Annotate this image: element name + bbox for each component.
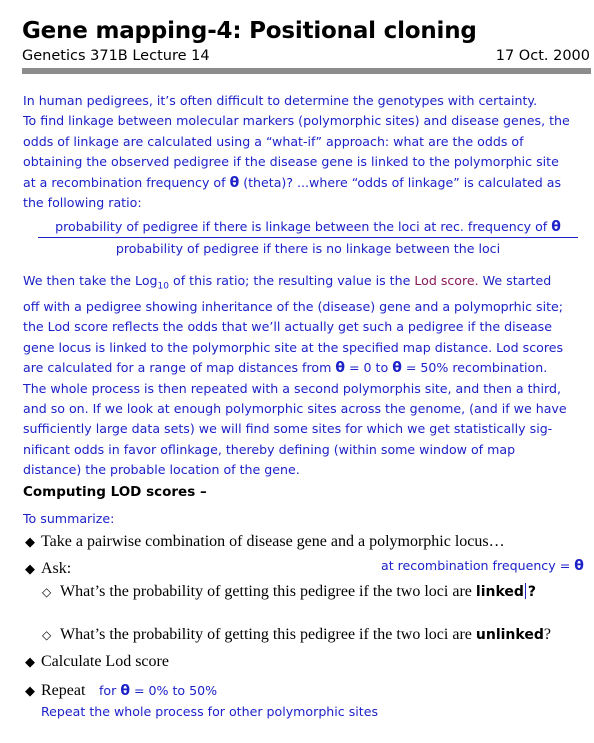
theta-range-note: for θ = 0% to 50% (99, 683, 218, 699)
lod-paragraph (23, 271, 568, 481)
odds-ratio-fraction (38, 219, 578, 256)
bullet-item: ◆ Calculate Lod score (25, 653, 169, 670)
theta-symbol: θ (335, 360, 345, 377)
course-label: Genetics 371B Lecture 14 (22, 48, 210, 64)
theta-symbol: θ (392, 360, 402, 377)
lod-score-term: Lod score. (414, 273, 479, 288)
theta-symbol: θ (120, 683, 130, 699)
section-heading: Computing LOD scores – (23, 484, 207, 500)
log-base-subscript: 10 (157, 281, 169, 292)
lod-line-3: the Lod score reflects the odds that we’ll actually get such a pedigree if the disease (23, 319, 552, 335)
intro-line-3: odds of linkage are calculated using a “what-if” approach: what are the odds of (23, 133, 524, 149)
theta-symbol: θ (574, 558, 584, 574)
intro-line-2: To find linkage between molecular markers (polymorphic sites) and disease genes, the (23, 113, 570, 129)
theta-symbol: θ (229, 174, 240, 191)
recombination-note: at recombination frequency = θ (381, 558, 584, 574)
open-diamond-bullet-icon: ◇ (42, 585, 52, 599)
summarize-note: To summarize: (23, 511, 115, 526)
diamond-bullet-icon: ◆ (25, 654, 35, 669)
open-diamond-bullet-icon: ◇ (42, 628, 52, 642)
lod-line-10: distance) the probable location of the gene. (23, 462, 300, 478)
title-rule (22, 68, 591, 74)
intro-line-5: at a recombination frequency of θ (theta)? ...where “odds of linkage” is calculated as (23, 174, 562, 191)
bullet-item: ◆ Take a pairwise combination of disease gene and a polymorphic locus… (25, 533, 505, 550)
lod-line-7: and so on. If we look at enough polymorphic sites across the genome, (and if we have (23, 400, 567, 416)
ratio-numerator: probability of pedigree if there is linkage between the loci at rec. frequency of θ (38, 219, 578, 238)
lod-line-9: nificant odds in favor oflinkage, thereby defining (within some window of map (23, 441, 516, 457)
diamond-bullet-icon: ◆ (25, 683, 35, 698)
intro-line-4: obtaining the observed pedigree if the disease gene is linked to the polymorphic site (23, 154, 559, 170)
date-label: 17 Oct. 2000 (495, 48, 590, 64)
diamond-bullet-icon: ◆ (25, 561, 35, 576)
lod-line-5: are calculated for a range of map distances from θ = 0 to θ = 50% recombination. (23, 360, 548, 377)
ratio-denominator: probability of pedigree if there is no linkage between the loci (115, 241, 501, 256)
lod-line-1: We then take the Log$_{10}$ of this ratio; the resulting value is the Lod score. We started (23, 273, 552, 292)
sub-bullet-item: ◇ What’s the probability of getting this pedigree if the two loci are linked ? (42, 583, 537, 600)
intro-paragraph (23, 91, 568, 213)
repeat-note: Repeat the whole process for other polymorphic sites (41, 704, 379, 719)
linked-keyword: linked (475, 584, 524, 600)
intro-line-6: the following ratio: (23, 195, 142, 211)
lod-line-6: The whole process is then repeated with a second polymorphis site, and then a third, (23, 380, 561, 396)
unlinked-keyword: unlinked (475, 627, 544, 643)
theta-symbol: θ (551, 219, 561, 235)
intro-line-1: In human pedigrees, it’s often difficult to determine the genotypes with certainty. (23, 93, 538, 108)
lod-line-8: sufficiently large data sets) we will find some sites for which we get statistically sig- (23, 421, 553, 437)
lod-line-2: off with a pedigree showing inheritance of the (disease) gene and a polymoprhic site; (23, 298, 564, 314)
bullet-item: ◆ Ask: (25, 560, 72, 577)
bullet-item: ◆ Repeat (25, 682, 86, 699)
lod-line-4: gene locus is linked to the polymorphic site at the specified map distance. Lod scores (23, 339, 564, 355)
slide-title: Gene mapping-4: Positional cloning (22, 18, 477, 44)
diamond-bullet-icon: ◆ (25, 534, 35, 549)
slide-subtitle (22, 47, 590, 65)
sub-bullet-item: ◇ What’s the probability of getting this pedigree if the two loci are unlinked? (42, 626, 551, 643)
